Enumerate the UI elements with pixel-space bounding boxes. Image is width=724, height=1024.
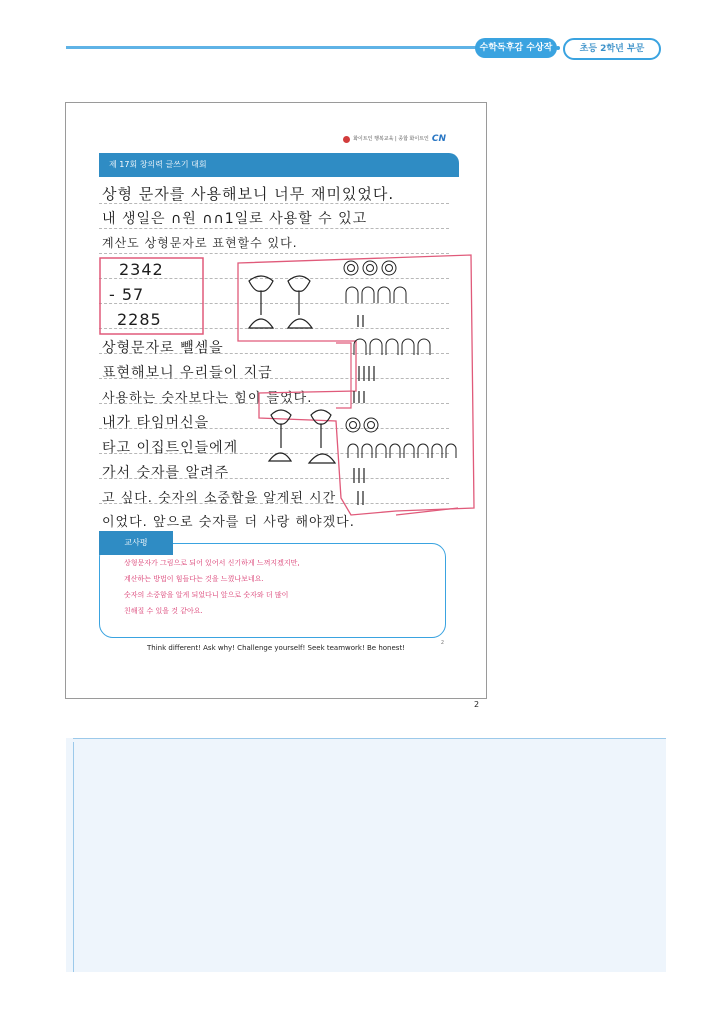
subtraction-box (100, 258, 203, 334)
handwriting-line: 고 싶다. 숫자의 소중함을 알게된 시간 (102, 491, 337, 506)
header-rule (66, 46, 486, 49)
handwriting-line: 계산도 상형문자로 표현할수 있다. (102, 236, 298, 250)
lotus-glyph-icon (269, 410, 335, 463)
doc-page-number: 2 (440, 640, 444, 646)
math-result: 2285 (117, 310, 162, 329)
coil-glyph-icon (344, 261, 396, 275)
tally-glyph-icon (358, 315, 363, 327)
lotus-glyph-icon (249, 276, 312, 328)
teacher-comment-line: 상형문자가 그림으로 되어 있어서 신기하게 느껴지겠지만, (124, 559, 300, 567)
math-operand: 2342 (119, 260, 164, 279)
hieroglyph-box (238, 255, 474, 515)
handwriting-line: 표현해보니 우리들이 지금 (102, 365, 273, 381)
heel-bone-glyph-icon (348, 444, 456, 458)
handwriting-line: 이었다. 앞으로 숫자를 더 사랑 해야겠다. (102, 515, 355, 530)
tag-separator-dot (556, 46, 560, 50)
handwriting-line: 사용하는 숫자보다는 힘이 들었다. (102, 391, 313, 406)
notes-panel-top-rule (73, 738, 666, 739)
logo-brand: CN (431, 134, 446, 144)
heel-bone-glyph-icon (346, 287, 406, 303)
teacher-comment-line: 숫자의 소중함을 알게 되었다니 앞으로 숫자와 더 많이 (124, 591, 289, 599)
handwriting-line: 타고 이집트인들에게 (102, 440, 239, 456)
page-number: 2 (474, 700, 480, 709)
teacher-comment-label: 교사평 (99, 531, 173, 555)
handwriting-line: 상형 문자를 사용해보니 너무 재미있었다. (102, 185, 395, 203)
math-operand: - 57 (109, 285, 145, 304)
division-tag: 초등 2학년 부문 (563, 38, 661, 60)
handwriting-line: 상형문자로 뺄셈을 (102, 340, 224, 356)
hieroglyph-box-notch (336, 343, 351, 408)
tally-glyph-icon (354, 366, 374, 403)
doc-motto: Think different! Ask why! Challenge yourself! Seek teamwork! Be honest! (147, 644, 405, 652)
handwriting-line: 내 생일은 ∩원 ∩∩1일로 사용할 수 있고 (102, 211, 368, 227)
document-scan (65, 102, 487, 699)
handwriting-line: 가서 숫자를 알려주 (102, 465, 230, 481)
contest-title-banner: 제 17회 창의력 글쓰기 대회 (99, 153, 459, 177)
underline-stroke (396, 508, 458, 515)
tally-glyph-icon (354, 468, 364, 505)
coil-glyph-icon (346, 418, 378, 432)
teacher-comment-line: 친해질 수 있을 것 같아요. (124, 607, 203, 615)
logo-text: 화이트인 행복교육 | 종합 화이트인 (353, 136, 429, 142)
heel-bone-glyph-icon (354, 339, 430, 355)
notes-panel-left-rule (73, 742, 74, 972)
teacher-comment-box (99, 543, 446, 638)
category-tag: 수학독후감 수상작 (475, 38, 557, 58)
notes-panel (66, 738, 666, 972)
teacher-comment-line: 계산하는 방법이 힘들다는 것을 느꼈나보네요. (124, 575, 264, 583)
handwriting-line: 내가 타임머신을 (102, 415, 210, 431)
